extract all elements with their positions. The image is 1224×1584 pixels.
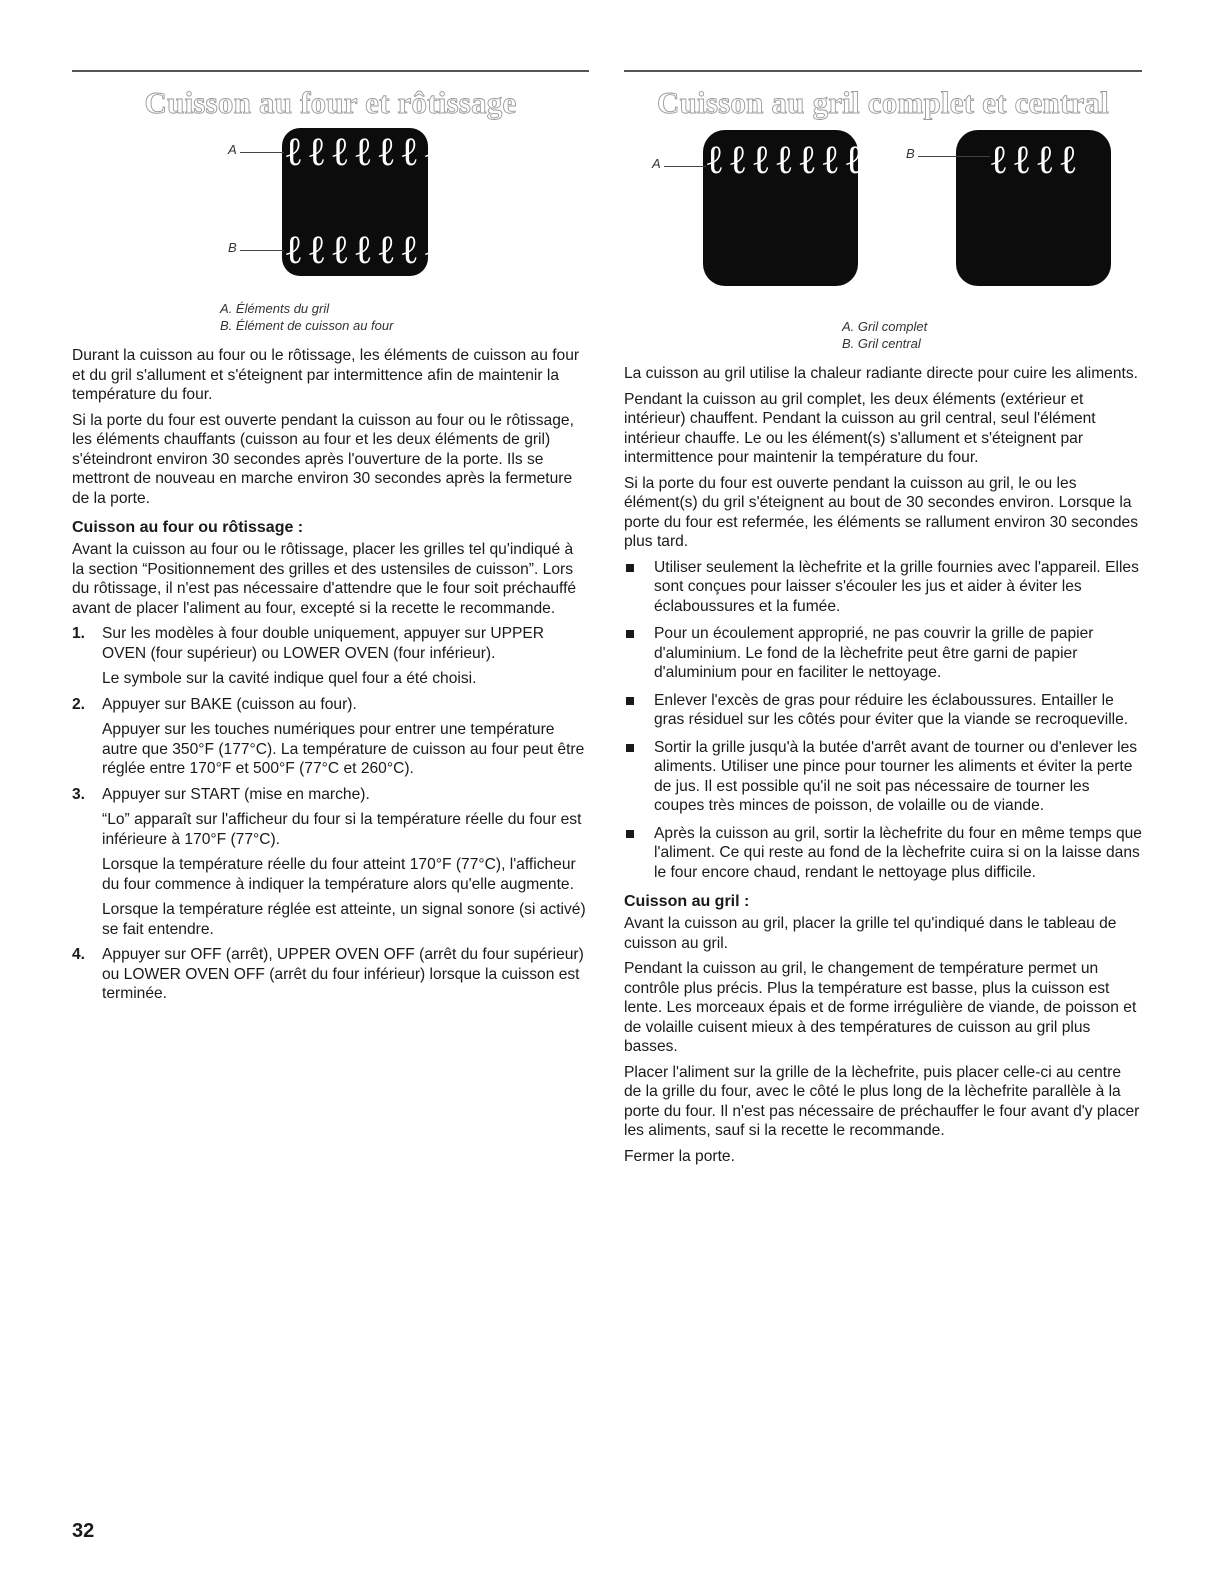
callout-a: A <box>228 142 237 157</box>
step-text: Appuyer sur BAKE (cuisson au four). <box>102 695 357 713</box>
subheading-bake-roast: Cuisson au four ou rôtissage : <box>72 519 304 536</box>
paragraph: Si la porte du four est ouverte pendant la cuisson au gril, le ou les élément(s) du gril s'éteignent au bout de 30 secondes environ. Lorsque la porte du four est refermée, les éléments se rallument environ 30 secondes plus tard. <box>624 474 1138 550</box>
paragraph: Placer l'aliment sur la grille de la lèchefrite, puis placer celle-ci au centre de la grille du four, avec le côté le plus long de la lèchefrite parallèle à la porte du four. Il n'est pas nécessaire de préchauffer le four avant d'y placer les aliments, sauf si la recette le recommande. <box>624 1063 1140 1139</box>
paragraph: Pendant la cuisson au gril, le changement de température permet un contrôle plus précis. Plus la température est basse, plus la cuisson est lente. Les morceaux épais et de forme irrégulière de viande, de poisson et de volaille cuisent mieux à des températures de cuisson au gril plus basses. <box>624 960 1137 1055</box>
callout-b: B <box>906 146 915 161</box>
leader-line-a <box>240 152 284 153</box>
steps-list <box>72 624 589 1004</box>
page-number: 32 <box>72 1520 95 1542</box>
step-note: Appuyer sur les touches numériques pour entrer une température autre que 350°F (177°C). La température de cuisson au four peut être réglée entre 170°F et 500°F (77°C et 260°C). <box>102 721 585 777</box>
oven-elements-figure <box>72 120 589 298</box>
list-item <box>624 624 1142 683</box>
section-title-bake-broil: Cuisson au four et rôtissage <box>144 85 517 120</box>
list-item <box>624 691 1142 730</box>
step-text: Appuyer sur START (mise en marche). <box>102 785 370 803</box>
paragraph: Avant la cuisson au four ou le rôtissage, placer les grilles tel qu'indiqué à la section “Positionnement des grilles et des ustensiles de cuisson”. Lors du rôtissage, il n'est pas nécessaire d'attendre que le four soit préchauffé avant de placer l'aliment au four, excepté si la recette le recommande. <box>72 541 577 617</box>
paragraph: Pendant la cuisson au gril complet, les deux éléments (extérieur et intérieur) chauffent. Pendant la cuisson au gril central, seul l'élément intérieur chauffe. Le ou les élément(s) s'allument et s'éteignent par intermittence pour maintenir la température du four. <box>624 390 1096 466</box>
bullet-square-icon <box>626 744 634 752</box>
paragraph: La cuisson au gril utilise la chaleur radiante directe pour cuire les aliments. <box>624 365 1138 382</box>
caption-b: B. Élément de cuisson au four <box>220 318 394 333</box>
callout-a: A <box>652 156 661 171</box>
step-number: 4. <box>72 946 86 963</box>
step-item <box>72 945 589 1004</box>
right-body <box>624 364 1142 1166</box>
bullet-square-icon <box>626 564 634 572</box>
step-text: Sur les modèles à four double uniquement, appuyer sur UPPER OVEN (four supérieur) ou LOWER OVEN (four inférieur). <box>102 625 545 662</box>
left-column <box>72 70 589 1010</box>
leader-line-b <box>240 250 284 251</box>
step-note: Le symbole sur la cavité indique quel four a été choisi. <box>102 670 477 687</box>
full-broil-coil: ℓℓℓℓℓℓℓ <box>705 137 868 182</box>
list-item-text: Après la cuisson au gril, sortir la lèchefrite du four en même temps que l'aliment. Ce qui reste au fond de la lèchefrite cuira si on la laisse dans le four encore chaud, rendant le nettoyage plus difficile. <box>654 824 1142 881</box>
list-item-text: Utiliser seulement la lèchefrite et la grille fournies avec l'appareil. Elles sont conçues pour laisser s'écouler les jus et aider à éviter les éclaboussures et la fumée. <box>654 558 1139 615</box>
paragraph: Avant la cuisson au gril, placer la grille tel qu'indiqué dans le tableau de cuisson au gril. <box>624 915 1117 952</box>
bullet-square-icon <box>626 630 634 638</box>
list-item <box>624 558 1142 617</box>
leader-line-b <box>918 156 990 157</box>
tips-list <box>624 558 1142 883</box>
right-column <box>624 70 1142 1172</box>
caption-a: A. Éléments du gril <box>220 301 330 316</box>
bullet-square-icon <box>626 830 634 838</box>
list-item <box>624 738 1142 816</box>
step-item <box>72 624 589 689</box>
section-rule <box>72 70 589 72</box>
center-broil-coil: ℓℓℓℓ <box>989 137 1082 182</box>
bullet-square-icon <box>626 697 634 705</box>
callout-b: B <box>228 240 237 255</box>
list-item <box>624 824 1142 883</box>
paragraph: Fermer la porte. <box>624 1147 735 1165</box>
paragraph: Si la porte du four est ouverte pendant la cuisson au four ou le rôtissage, les éléments chauffants (cuisson au four et les deux éléments de gril) s'éteindront environ 30 secondes après l'ouverture de la porte. Ils se mettront de nouveau en marche environ 30 secondes après la fermeture de la porte. <box>72 411 574 507</box>
step-item <box>72 785 589 940</box>
broil-element-coil: ℓℓℓℓℓℓℓ <box>284 129 447 174</box>
paragraph: Durant la cuisson au four ou le rôtissage, les éléments de cuisson au four et du gril s'allument et s'éteignent par intermittence afin de maintenir la température du four. <box>72 347 580 403</box>
broil-elements-figure <box>624 120 1142 310</box>
list-item-text: Sortir la grille jusqu'à la butée d'arrêt avant de tourner ou d'enlever les aliments. Utiliser une pince pour tourner les aliments et éviter la perte de jus. Il est possible qu'il ne soit pas nécessaire de tourner les coupes très minces de poisson, de volaille ou de viande. <box>654 738 1138 814</box>
caption-b: B. Gril central <box>842 336 921 351</box>
step-item <box>72 695 589 779</box>
left-body <box>72 346 589 1004</box>
caption-a: A. Gril complet <box>842 319 928 334</box>
step-note: Lorsque la température réglée est atteinte, un signal sonore (si activé) se fait entendre. <box>102 901 586 938</box>
leader-line-a <box>664 166 706 167</box>
step-note: Lorsque la température réelle du four atteint 170°F (77°C), l'afficheur du four commence à indiquer la température alors qu'elle augmente. <box>102 856 576 893</box>
bake-element-coil: ℓℓℓℓℓℓℓ <box>284 227 447 272</box>
figure-caption <box>624 318 1142 352</box>
step-number: 1. <box>72 625 86 642</box>
section-rule <box>624 70 1142 72</box>
step-number: 2. <box>72 695 86 713</box>
section-title-broil: Cuisson au gril complet et central <box>657 85 1109 120</box>
list-item-text: Enlever l'excès de gras pour réduire les éclaboussures. Entailler le gras résiduel sur les côtés pour éviter que la viande se recroqueville. <box>654 691 1129 728</box>
step-number: 3. <box>72 785 86 803</box>
list-item-text: Pour un écoulement approprié, ne pas couvrir la grille de papier d'aluminium. Le fond de la lèchefrite peut être garni de papier d'aluminium pour en faciliter le nettoyage. <box>654 625 1094 681</box>
step-text: Appuyer sur OFF (arrêt), UPPER OVEN OFF (arrêt du four supérieur) ou LOWER OVEN OFF (arrêt du four inférieur) lorsque la cuisson est terminée. <box>102 946 584 1002</box>
figure-caption <box>72 300 589 334</box>
step-note: “Lo” apparaît sur l'afficheur du four si la température réelle du four est inférieure à 170°F (77°C). <box>102 811 582 848</box>
subheading-broil: Cuisson au gril : <box>624 893 750 910</box>
